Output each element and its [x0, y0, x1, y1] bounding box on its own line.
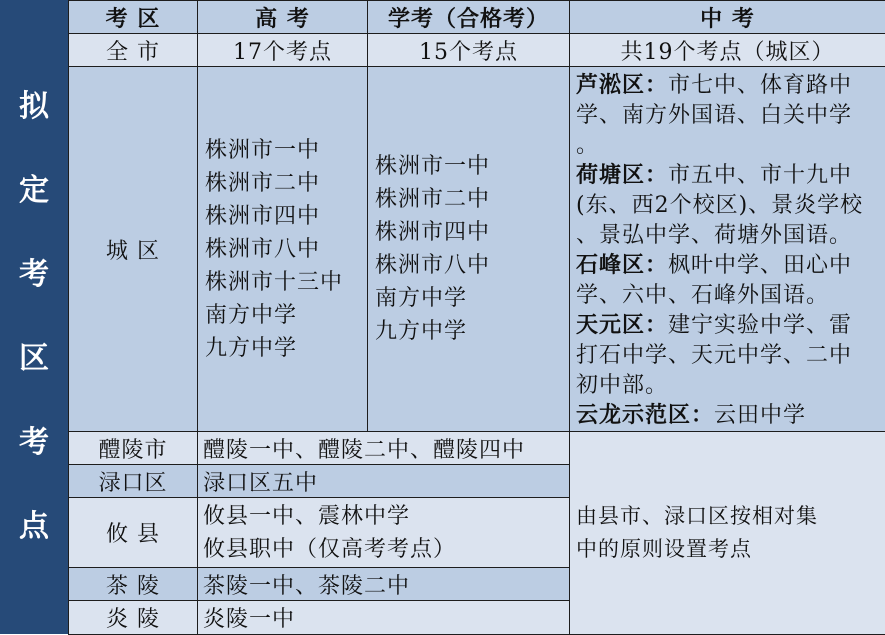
district-sites: 。 — [576, 131, 879, 161]
county-sites: 炎陵一中 — [198, 601, 570, 635]
exam-sites-table — [68, 0, 885, 635]
district-sites: 学、六中、石峰外国语。 — [576, 281, 879, 311]
urban-zhongkao-sites — [570, 67, 885, 432]
urban-xuekao-sites — [368, 67, 570, 432]
citywide-zhongkao-count: 共19个考点（城区） — [570, 34, 885, 67]
list-item: 株洲市一中 — [375, 150, 569, 183]
county-sites — [198, 498, 570, 568]
zhongkao-district-luso — [576, 71, 879, 101]
district-name: 天元区： — [576, 313, 668, 338]
county-name: 炎 陵 — [69, 601, 198, 635]
district-sites: 打石中学、天元中学、二中 — [576, 341, 879, 371]
zhongkao-district-shifeng — [576, 251, 879, 281]
district-sites: 建宁实验中学、雷 — [668, 313, 852, 338]
list-item: 九方中学 — [205, 332, 367, 365]
note-line: 由县市、渌口区按相对集 — [576, 500, 879, 533]
list-item: 九方中学 — [375, 315, 569, 348]
note-line: 中的原则设置考点 — [576, 533, 879, 566]
sidebar-char: 点 — [19, 485, 49, 569]
header-zhongkao: 中 考 — [570, 1, 885, 34]
list-item: 株洲市四中 — [375, 216, 569, 249]
header-district: 考 区 — [69, 1, 198, 34]
urban-gaokao-sites — [198, 67, 368, 432]
urban-label: 城 区 — [69, 67, 198, 432]
sidebar-char: 定 — [19, 149, 49, 233]
district-sites: 市五中、市十九中 — [668, 163, 852, 188]
sidebar-char: 拟 — [19, 65, 49, 149]
county-name: 茶 陵 — [69, 568, 198, 601]
list-item: 株洲市八中 — [205, 233, 367, 266]
district-sites: (东、西2个校区)、景炎学校 — [576, 191, 879, 221]
county-sites: 醴陵一中、醴陵二中、醴陵四中 — [198, 432, 570, 465]
county-zhongkao-note — [570, 432, 885, 635]
list-item: 南方中学 — [375, 282, 569, 315]
list-item: 株洲市二中 — [375, 183, 569, 216]
district-sites: 枫叶中学、田心中 — [668, 253, 852, 278]
list-item: 株洲市二中 — [205, 167, 367, 200]
district-name: 石峰区： — [576, 253, 668, 278]
county-site-line: 攸县职中（仅高考考点） — [203, 533, 569, 566]
citywide-label: 全 市 — [69, 34, 198, 67]
district-sites: 市七中、体育路中 — [668, 73, 852, 98]
county-sites: 渌口区五中 — [198, 465, 570, 498]
zhongkao-district-tianyuan — [576, 311, 879, 341]
district-name: 芦淞区： — [576, 73, 668, 98]
district-sites: 、景弘中学、荷塘外国语。 — [576, 221, 879, 251]
county-site-line: 攸县一中、震林中学 — [203, 500, 569, 533]
county-row-liling — [69, 432, 885, 465]
sidebar-char: 考 — [19, 233, 49, 317]
list-item: 株洲市十三中 — [205, 266, 367, 299]
sidebar-char: 区 — [19, 317, 49, 401]
citywide-row — [69, 34, 885, 67]
citywide-xuekao-count: 15个考点 — [368, 34, 570, 67]
list-item: 株洲市四中 — [205, 200, 367, 233]
county-name: 攸 县 — [69, 498, 198, 568]
list-item: 南方中学 — [205, 299, 367, 332]
header-row — [69, 1, 885, 34]
county-name: 醴陵市 — [69, 432, 198, 465]
list-item: 株洲市一中 — [205, 134, 367, 167]
sidebar-char: 考 — [19, 401, 49, 485]
citywide-gaokao-count: 17个考点 — [198, 34, 368, 67]
header-gaokao: 高 考 — [198, 1, 368, 34]
district-name: 云龙示范区： — [576, 403, 714, 428]
zhongkao-district-yunlong — [576, 401, 879, 431]
header-xuekao: 学考（合格考） — [368, 1, 570, 34]
county-sites: 茶陵一中、茶陵二中 — [198, 568, 570, 601]
district-sites: 学、南方外国语、白关中学 — [576, 101, 879, 131]
district-name: 荷塘区： — [576, 163, 668, 188]
list-item: 株洲市八中 — [375, 249, 569, 282]
district-sites: 云田中学 — [714, 403, 806, 428]
county-name: 渌口区 — [69, 465, 198, 498]
district-sites: 初中部。 — [576, 371, 879, 401]
zhongkao-district-hetang — [576, 161, 879, 191]
sidebar-title — [0, 0, 70, 634]
urban-row — [69, 67, 885, 432]
